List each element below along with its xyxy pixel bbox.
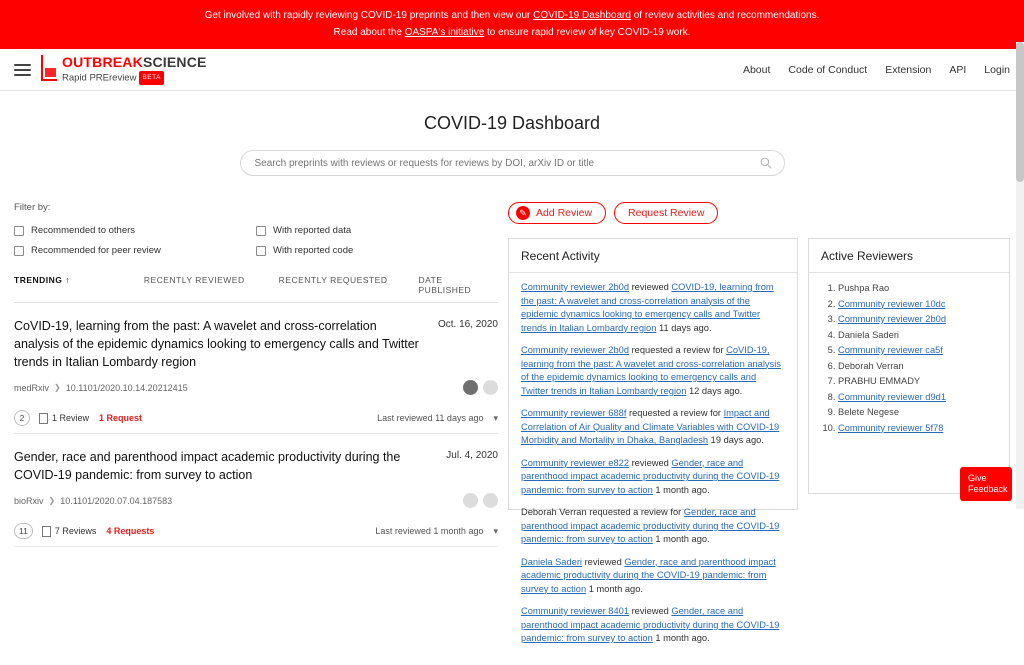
activity-user-link[interactable]: Community reviewer 2b0d	[521, 345, 629, 355]
activity-item	[521, 556, 785, 597]
chevron-right-icon: ❯	[48, 496, 56, 505]
panels	[508, 238, 1010, 643]
page-scrollbar[interactable]	[1016, 42, 1024, 509]
preprint-server: medRxiv	[14, 382, 50, 393]
nav-item-extension[interactable]: Extension	[885, 63, 932, 76]
activity-time: 1 month ago.	[652, 633, 710, 643]
outbreak-science-logo-icon	[41, 55, 57, 81]
sort-tab-trending[interactable]	[14, 275, 144, 295]
site-logo[interactable]	[41, 55, 207, 85]
activity-item	[521, 407, 785, 448]
main-nav	[743, 64, 1010, 76]
logo-wordmark-science: SCIENCE	[142, 53, 207, 70]
activity-target-link[interactable]: Impact and Correlation of Air Quality and Climate Variables with COVID-19 Morbidity and Mortality in Dhaka, Bangladesh	[521, 408, 780, 445]
reviewer-name: Daniela Saderi	[838, 329, 899, 340]
activity-target-link[interactable]: Gender, race and parenthood impact academic productivity during the COVID-19 pandemic: from survey to action	[521, 457, 780, 495]
filter-label: With reported code	[273, 245, 354, 256]
list-item	[838, 297, 997, 313]
covid-dashboard-link[interactable]: COVID-19 Dashboard	[533, 10, 631, 21]
logo-wordmark	[62, 55, 207, 69]
search-input[interactable]	[253, 157, 760, 170]
menu-icon[interactable]	[14, 61, 31, 79]
activity-column	[508, 202, 1010, 643]
sort-tab-label: TRENDING	[14, 275, 63, 285]
activity-time: 12 days ago.	[686, 385, 743, 396]
activity-verb: reviewed	[629, 606, 672, 616]
activity-time: 19 days ago.	[708, 435, 764, 445]
reviewer-link[interactable]: Community reviewer 10dc	[838, 298, 946, 309]
chevron-down-icon[interactable]: ▾	[493, 525, 498, 536]
sort-tabs	[14, 275, 498, 303]
nav-item-code-of-conduct[interactable]: Code of Conduct	[788, 63, 868, 76]
document-icon	[42, 526, 51, 537]
add-review-label: Add Review	[536, 207, 593, 219]
preprint-date: Jul. 4, 2020	[446, 450, 498, 461]
chevron-down-icon[interactable]: ▾	[493, 412, 498, 423]
activity-target-link[interactable]: Gender, race and parenthood impact academic productivity during the COVID-19 pandemic: from survey to action	[521, 556, 776, 594]
reviewer-name: Pushpa Rao	[838, 283, 890, 293]
logo-subtitle	[62, 71, 207, 85]
document-icon	[39, 413, 48, 424]
preprint-badges	[463, 380, 498, 395]
activity-verb: requested a review for	[629, 345, 727, 355]
action-buttons	[508, 202, 1010, 224]
list-item	[838, 405, 997, 421]
filter-recommended-for-peer-review[interactable]	[14, 245, 256, 256]
filter-with-reported-data[interactable]	[256, 225, 498, 236]
review-count: 1 Review	[52, 413, 90, 423]
sort-tab-date-published[interactable]: DATE PUBLISHED	[418, 275, 472, 295]
request-review-button[interactable]	[614, 202, 718, 224]
request-count: 4 Requests	[106, 526, 155, 536]
activity-time: 1 month ago.	[652, 534, 710, 544]
active-reviewers-body	[809, 273, 1009, 446]
give-feedback-button[interactable]: Give Feedback	[960, 467, 1012, 501]
activity-target-link[interactable]: Gender, race and parenthood impact academic productivity during the COVID-19 pandemic: from survey to action	[521, 507, 780, 544]
checkbox-icon[interactable]	[14, 226, 24, 236]
banner-line-2	[10, 24, 1014, 41]
preprint-title[interactable]: Gender, race and parenthood impact academic productivity during the COVID-19 pandemic: from survey to action	[14, 450, 401, 482]
active-reviewers-title: Active Reviewers	[809, 239, 1009, 273]
checkbox-icon[interactable]	[256, 226, 266, 236]
active-reviewers-list	[821, 281, 997, 436]
list-item	[838, 421, 997, 437]
logo-wordmark-outbreak: OUTBREAK	[62, 53, 143, 70]
activity-verb: requested a review for	[586, 507, 684, 517]
activity-user-link[interactable]: Community reviewer 2b0d	[521, 282, 629, 292]
preprints-column	[14, 202, 498, 547]
activity-time: 1 month ago.	[586, 583, 643, 594]
activity-target-link[interactable]: Gender, race and parenthood impact academic productivity during the COVID-19 pandemic: from survey to action	[521, 606, 780, 643]
reviewer-link[interactable]: Community reviewer 2b0d	[838, 314, 946, 324]
activity-item	[521, 506, 785, 547]
preprint-title[interactable]: CoVID-19, learning from the past: A wavelet and cross-correlation analysis of the epidemic dynamics looking to emergency calls and Twitter trends in Italian Lombardy region	[14, 319, 419, 369]
banner-line-1-pre: Get involved with rapidly reviewing COVID-19 preprints and then view our	[204, 10, 534, 21]
chevron-right-icon: ❯	[54, 383, 61, 392]
add-review-icon: ✎	[516, 206, 530, 220]
preprint-doi[interactable]: 10.1101/2020.10.14.20212415	[65, 382, 188, 393]
activity-user-link[interactable]: Daniela Saderi	[521, 556, 582, 567]
activity-item	[521, 605, 785, 646]
activity-user-link[interactable]: Community reviewer 688f	[521, 408, 627, 418]
sort-tab-recently-reviewed[interactable]: RECENTLY REVIEWED	[143, 275, 245, 285]
preprint-card[interactable]	[14, 303, 498, 434]
peer-review-badge-icon	[483, 380, 498, 395]
activity-time: 11 days ago.	[656, 322, 712, 333]
banner-line-1	[10, 7, 1014, 24]
banner-line-2-pre: Read about the	[333, 27, 405, 38]
recent-activity-panel	[508, 238, 798, 643]
recommendation-badge-icon	[463, 493, 478, 508]
list-item	[838, 390, 997, 406]
filter-label: With reported data	[273, 225, 352, 236]
list-item	[838, 374, 997, 390]
activity-target-link[interactable]: CoVID-19, learning from the past: A wavelet and cross-correlation analysis of the epidemic dynamics looking to emergency calls and Twitter trends in Italian Lombardy region	[521, 345, 781, 396]
beta-badge: BETA	[139, 71, 164, 85]
filter-heading: Filter by:	[14, 202, 51, 213]
list-item	[838, 281, 997, 297]
activity-count-badge: 2	[14, 410, 30, 426]
reviewer-link[interactable]: Community reviewer 5f78	[838, 422, 944, 433]
search-area	[0, 150, 1024, 176]
last-reviewed-text: Last reviewed 1 month ago	[375, 526, 484, 536]
recent-activity-list	[509, 273, 797, 665]
preprint-date: Oct. 16, 2020	[437, 319, 498, 330]
active-reviewers-panel	[808, 238, 1010, 494]
reviewer-name: Deborah Verran	[838, 360, 904, 371]
checkbox-icon[interactable]	[14, 246, 24, 256]
logo-subtitle-text: Rapid PREreview	[62, 72, 137, 84]
sort-caret-icon: ↑	[65, 275, 71, 285]
activity-item	[521, 281, 785, 335]
search-box[interactable]	[240, 150, 785, 176]
nav-item-api[interactable]: API	[949, 63, 967, 76]
preprint-doi[interactable]: 10.1101/2020.07.04.187583	[60, 495, 173, 506]
preprint-server: bioRxiv	[14, 495, 44, 506]
activity-count-badge: 11	[14, 523, 33, 539]
preprint-badges	[463, 493, 498, 508]
sort-tab-recently-requested[interactable]: RECENTLY REQUESTED	[278, 275, 388, 285]
announcement-banner	[0, 0, 1024, 49]
filter-label: Recommended to others	[31, 225, 136, 236]
activity-user-link[interactable]: Community reviewer e822	[521, 457, 629, 468]
activity-verb: reviewed	[629, 282, 672, 292]
dashboard-main	[0, 202, 1024, 643]
activity-item	[521, 344, 785, 398]
preprint-card[interactable]	[14, 434, 498, 547]
nav-item-about[interactable]: About	[742, 63, 771, 76]
reviewer-name: PRABHU EMMADY	[838, 376, 921, 386]
site-header	[0, 49, 1024, 91]
filter-recommended-to-others[interactable]	[14, 225, 256, 236]
reviewer-name: Belete Negese	[838, 407, 899, 417]
banner-line-1-post: of review activities and recommendations.	[630, 10, 820, 21]
activity-user-name: Deborah Verran	[521, 507, 587, 517]
last-reviewed-text: Last reviewed 11 days ago	[377, 413, 484, 423]
request-count: 1 Request	[99, 413, 143, 423]
activity-time: 1 month ago.	[652, 484, 710, 495]
add-review-button[interactable]	[508, 202, 606, 224]
checkbox-icon[interactable]	[256, 246, 266, 256]
list-item	[838, 312, 997, 328]
filter-with-reported-code[interactable]	[256, 245, 498, 256]
recommendation-badge-icon	[463, 380, 478, 395]
peer-review-badge-icon	[483, 493, 498, 508]
reviewer-link[interactable]: Community reviewer ca5f	[838, 345, 943, 355]
filter-label: Recommended for peer review	[31, 245, 161, 256]
search-icon[interactable]	[760, 157, 772, 169]
banner-line-2-post: to ensure rapid review of key COVID-19 work.	[484, 27, 691, 38]
oaspa-initiative-link[interactable]: OASPA's initiative	[404, 27, 485, 38]
activity-verb: reviewed	[581, 556, 625, 567]
review-count: 7 Reviews	[54, 526, 97, 536]
list-item	[838, 359, 997, 375]
list-item	[838, 328, 997, 344]
activity-item	[521, 457, 785, 498]
activity-target-link[interactable]: COVID-19, learning from the past: A wavelet and cross-correlation analysis of the epidemic dynamics looking to emergency calls and Twitter trends in Italian Lombardy region	[521, 282, 774, 333]
list-item	[838, 343, 997, 359]
nav-item-login[interactable]: Login	[984, 63, 1010, 76]
activity-verb: reviewed	[629, 457, 672, 468]
page-title: COVID-19 Dashboard	[423, 113, 601, 133]
activity-verb: requested a review for	[626, 408, 724, 418]
activity-user-link[interactable]: Community reviewer 8401	[521, 606, 629, 616]
filter-group	[14, 225, 498, 265]
request-review-label: Request Review	[628, 207, 705, 219]
scrollbar-thumb[interactable]	[1016, 42, 1024, 182]
reviewer-link[interactable]: Community reviewer d9d1	[838, 391, 946, 402]
recent-activity-title: Recent Activity	[509, 239, 797, 273]
